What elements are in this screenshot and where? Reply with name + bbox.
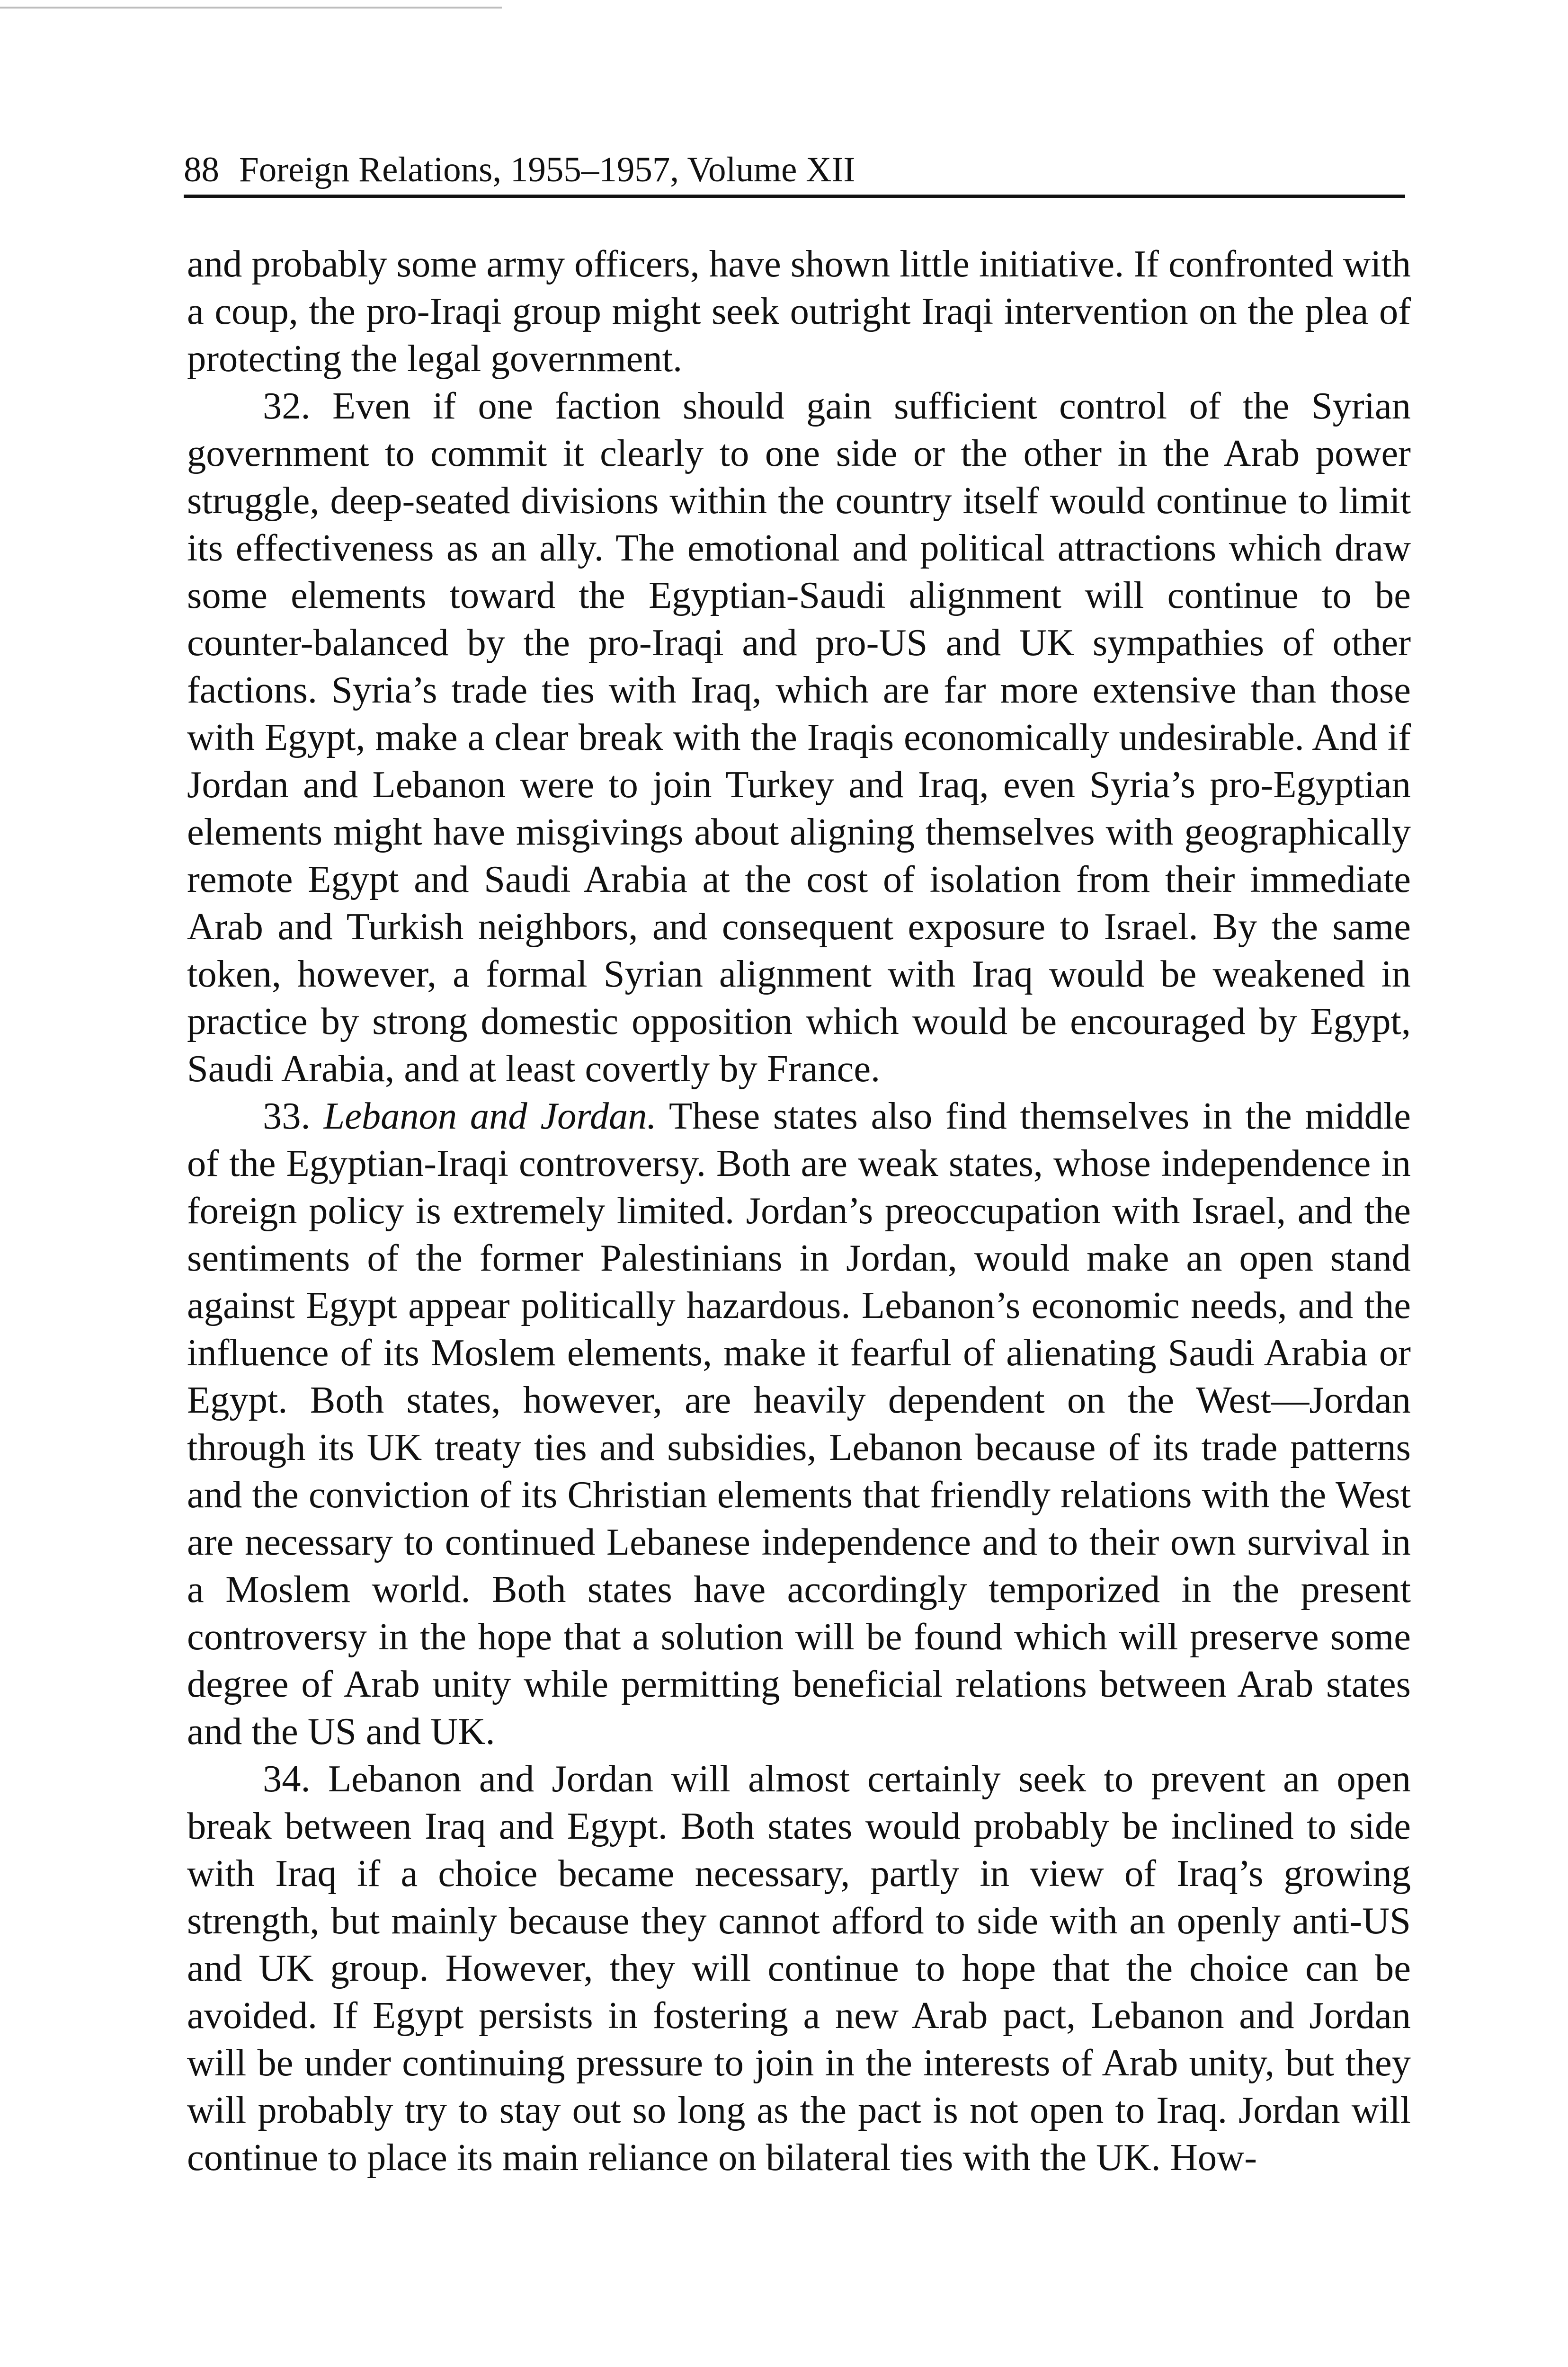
- page-number: 88: [184, 150, 219, 189]
- section-heading: Lebanon and Jordan.: [323, 1095, 657, 1137]
- paragraph-32: 32. Even if one faction should gain sufficient control of the Syrian government to commit it clearly to one side or the other in the Arab power struggle, deep-seated divisions within the country itself would continue to limit its effectiveness as an ally. The emotional and political attractions which draw some elements toward the Egyptian-Saudi alignment will continue to be counter-balanced by the pro-Iraqi and pro-US and UK sympathies of other factions. Syria’s trade ties with Iraq, which are far more extensive than those with Egypt, make a clear break with the Iraqis economically undesirable. And if Jordan and Lebanon were to join Turkey and Iraq, even Syria’s pro-Egyptian elements might have misgivings about aligning themselves with geographically remote Egypt and Saudi Arabia at the cost of isolation from their immediate Arab and Turkish neighbors, and consequent exposure to Israel. By the same token, however, a formal Syrian alignment with Iraq would be weakened in practice by strong domestic opposition which would be encouraged by Egypt, Saudi Arabia, and at least covertly by France.: [187, 385, 1411, 1090]
- scan-edge-mark: [0, 7, 502, 9]
- paragraph-text: These states also find themselves in the middle of the Egyptian-Iraqi controversy. Both are weak states, whose independence in foreign policy is extremely limited. Jordan’s preoccupation with Israel, and the sentiments of the former Palestinians in Jordan, would make an open stand against Egypt appear politically hazardous. Lebanon’s economic needs, and the influence of its Moslem elements, make it fearful of alienating Saudi Arabia or Egypt. Both states, however, are heavily dependent on the West—Jordan through its UK treaty ties and subsidies, Lebanon because of its trade patterns and the conviction of its Christian elements that friendly relations with the West are necessary to continued Lebanese independence and to their own survival in a Moslem world. Both states have accordingly temporized in the present controversy in the hope that a solution will be found which will preserve some degree of Arab unity while permitting beneficial relations between Arab states and the US and UK.: [187, 1095, 1411, 1753]
- paragraph-34: 34. Lebanon and Jordan will almost certainly seek to prevent an open break between Iraq and Egypt. Both states would probably be inclined to side with Iraq if a choice became necessary, partly in view of Iraq’s growing strength, but mainly because they cannot afford to side with an openly anti-US and UK group. However, they will continue to hope that the choice can be avoided. If Egypt persists in fostering a new Arab pact, Lebanon and Jordan will be under continuing pressure to join in the interests of Arab unity, but they will probably try to stay out so long as the pact is not open to Iraq. Jordan will continue to place its main reliance on bilateral ties with the UK. How-: [187, 1758, 1411, 2179]
- body-text: [187, 240, 1411, 2181]
- running-header: [184, 142, 1405, 198]
- paragraph-continuation: and probably some army officers, have shown little initiative. If confronted with a coup, the pro-Iraqi group might seek outright Iraqi intervention on the plea of protecting the legal government.: [187, 243, 1411, 380]
- paragraph-33: [187, 1093, 1411, 1755]
- paragraph-number: 33.: [263, 1095, 311, 1137]
- running-title: Foreign Relations, 1955–1957, Volume XII: [239, 150, 855, 189]
